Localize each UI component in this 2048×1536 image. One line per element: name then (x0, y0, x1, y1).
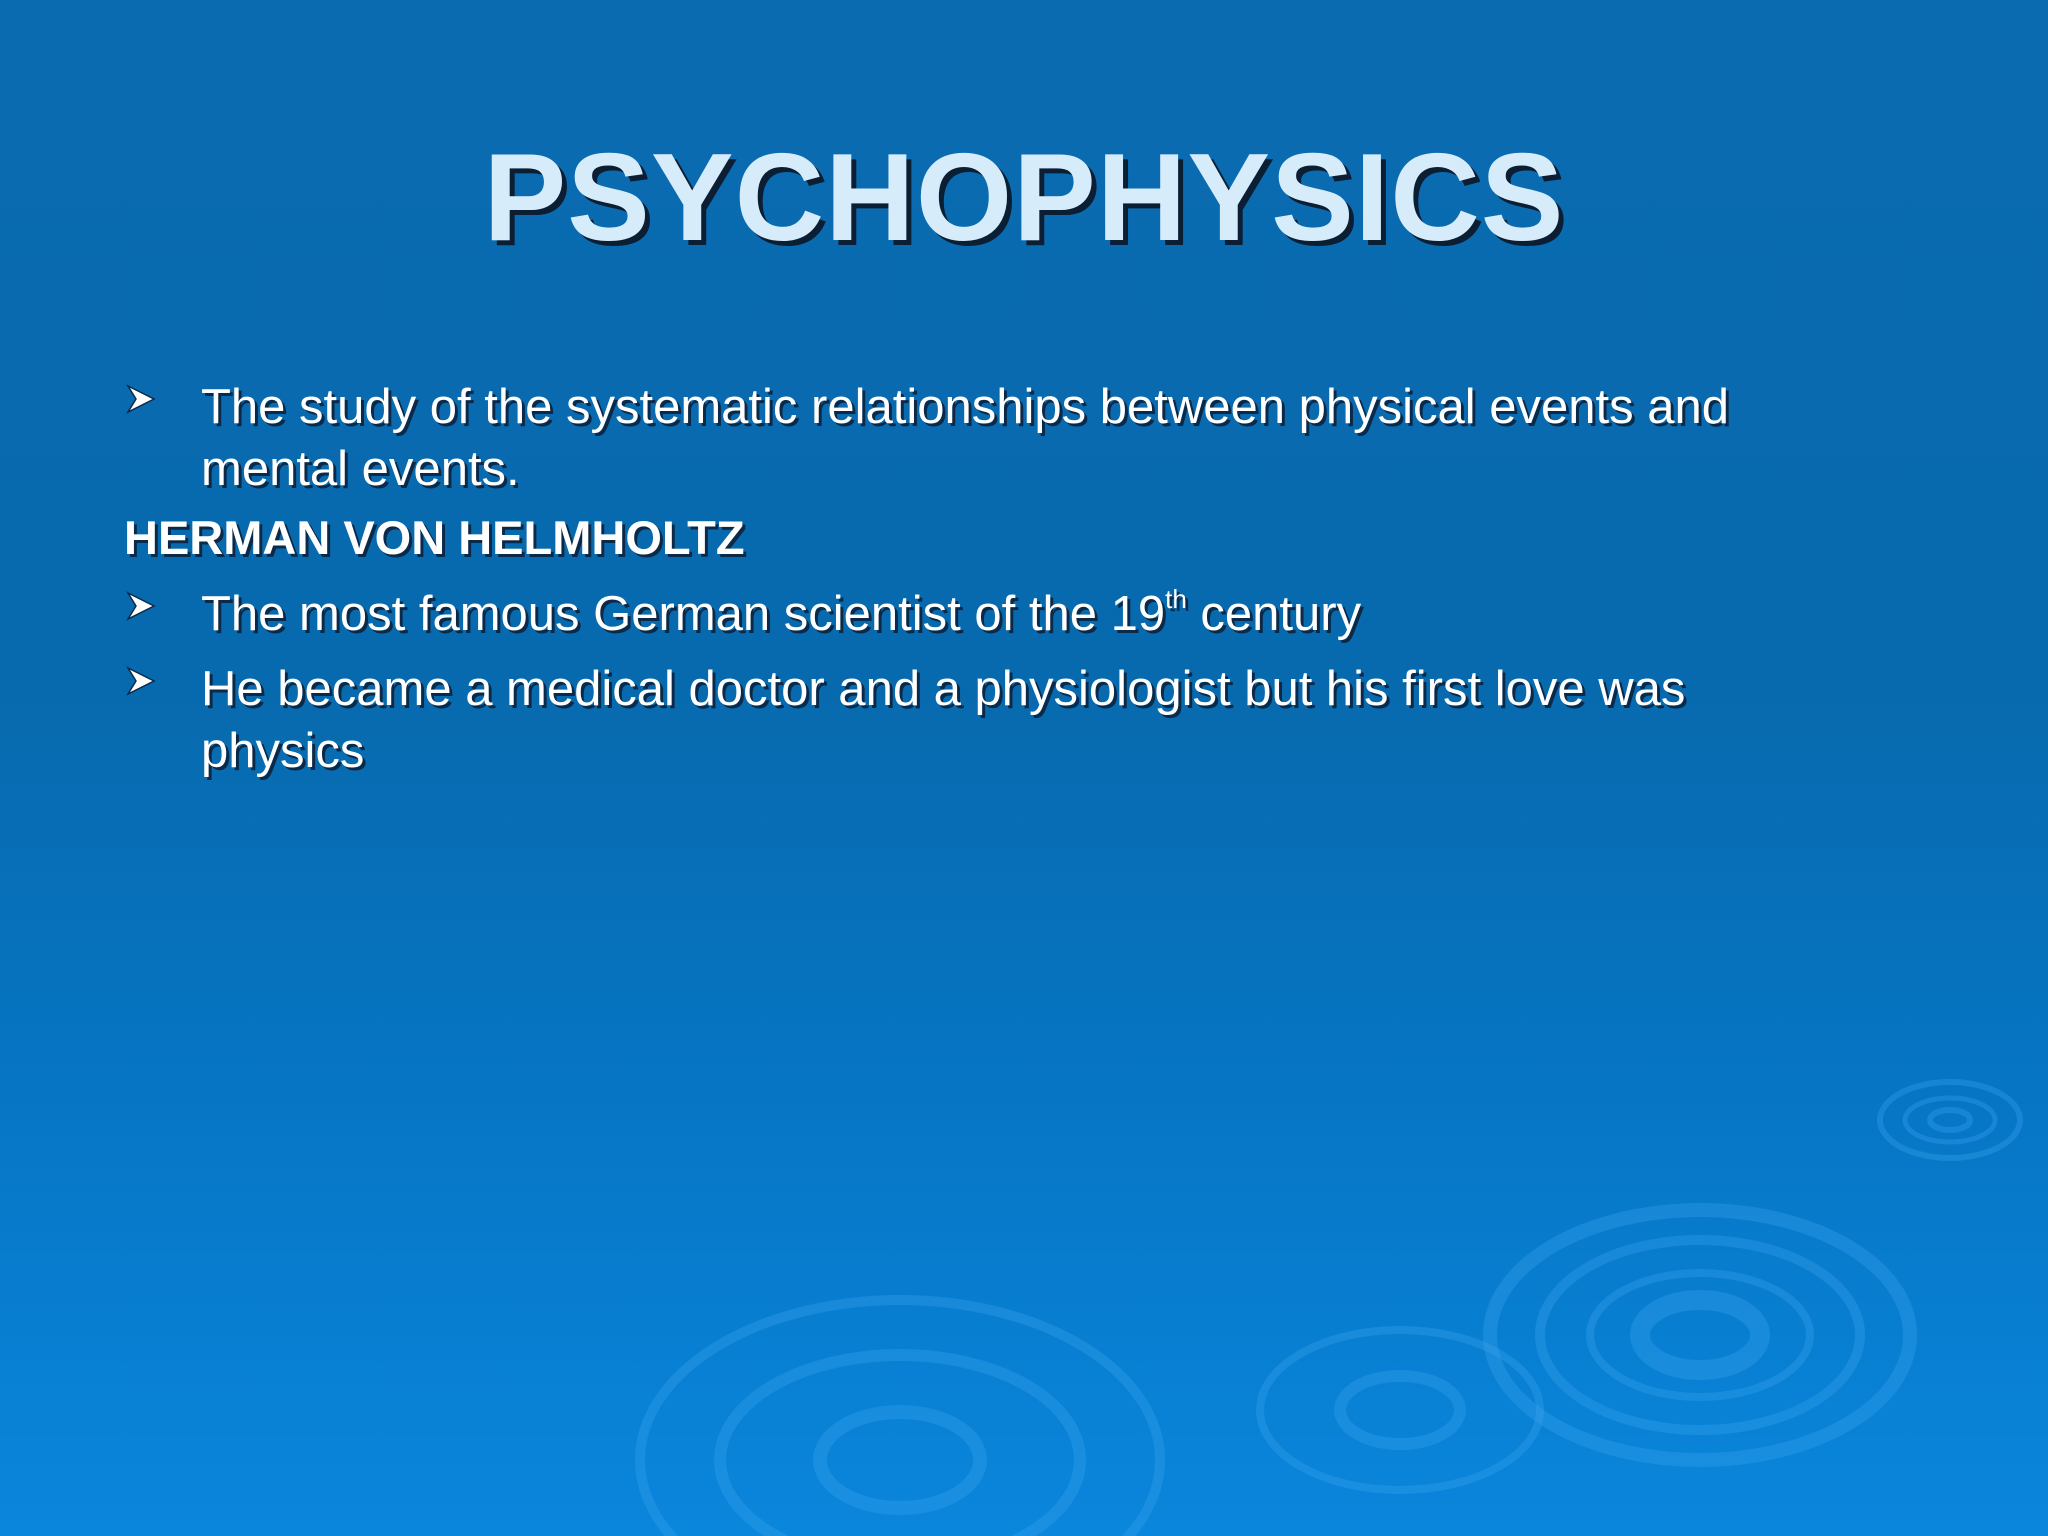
bullet-text-main: The most famous German scientist of the 19 (201, 587, 1166, 641)
arrow-bullet-icon (126, 382, 156, 416)
ordinal-suffix: th (1165, 584, 1187, 614)
slide-title: PSYCHOPHYSICS (483, 129, 1565, 267)
bullet-line: The study of the systematic relationships between physical events and (201, 380, 1729, 434)
arrow-bullet-icon (126, 664, 156, 698)
bullet-line: mental events. (201, 442, 520, 496)
section-heading: HERMAN VON HELMHOLTZ (124, 511, 745, 564)
bullet-text-end: century (1186, 587, 1362, 641)
arrow-bullet-icon (126, 589, 156, 623)
bullet-line: physics (201, 724, 365, 778)
bullet-text (201, 376, 1901, 500)
bullet-text (201, 583, 1901, 645)
bullet-text (201, 658, 1901, 782)
bullet-line: He became a medical doctor and a physiologist but his first love was (201, 662, 1686, 716)
